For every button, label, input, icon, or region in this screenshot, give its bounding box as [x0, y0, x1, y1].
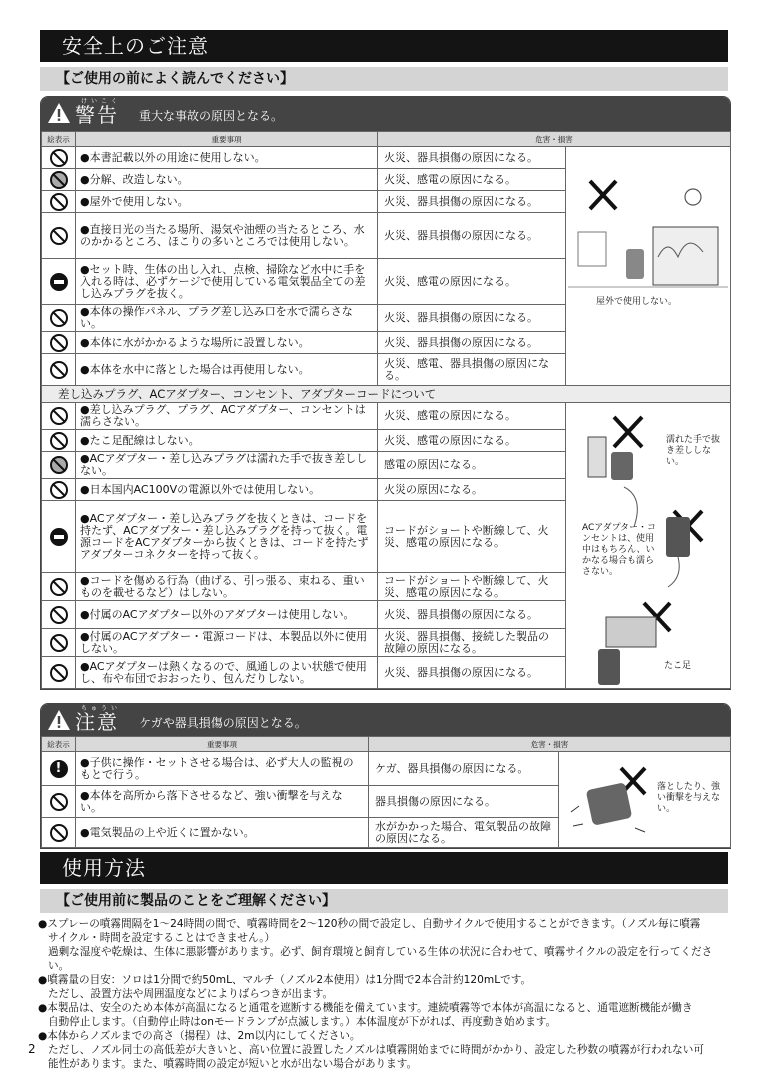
- unplug-icon: [50, 528, 68, 546]
- row-icon: [42, 213, 76, 259]
- row-icon: [42, 657, 76, 689]
- row-item: ●本体を高所から落下させるなど、強い衝撃を与えない。: [76, 786, 369, 818]
- prohibit-icon: [50, 227, 68, 245]
- usage-line: ●スプレーの噴霧間隔を1〜24時間の間で、噴霧時間を2〜120秒の間で設定し、自動サイクルで使用することができます。（ノズル毎に噴霧: [38, 918, 701, 930]
- row-item: ●ACアダプター・差し込みプラグは濡れた手で抜き差ししない。: [76, 452, 378, 479]
- row-icon: [42, 430, 76, 452]
- row-icon: [42, 818, 76, 848]
- row-hazard: 火災、器具損傷の原因になる。: [378, 147, 566, 169]
- ill-caption: 屋外で使用しない。: [596, 297, 678, 307]
- outdoor-use-image: [568, 157, 728, 307]
- usage-line: ただし、ノズル同士の高低差が大きいと、高い位置に設置したノズルは噴霧開始までに時間がかかり、設定した秒数の噴霧が行われない可: [48, 1044, 704, 1056]
- ill-caption: たこ足: [664, 661, 692, 671]
- row-icon: [42, 147, 76, 169]
- warning-ruby: けいこく: [81, 98, 122, 105]
- prohibit-icon: [50, 309, 68, 327]
- usage-line: ●本体からノズルまでの高さ（揚程）は、2m以内にしてください。: [38, 1030, 361, 1042]
- prohibit-icon: [50, 634, 68, 652]
- row-item: ●本体を水中に落とした場合は再使用しない。: [76, 354, 378, 386]
- row-item: ●差し込みプラグ、プラグ、ACアダプター、コンセントは濡らさない。: [76, 403, 378, 430]
- row-icon: [42, 452, 76, 479]
- col-item-header: 重要事項: [76, 737, 369, 752]
- row-item: ●本体に水がかかるような場所に設置しない。: [76, 332, 378, 354]
- row-item: ●直接日光の当たる場所、湯気や油煙の当たるところ、水のかかるところ、ほこりの多いところでは使用しない。: [76, 213, 378, 259]
- usage-text: [38, 917, 732, 1071]
- row-icon: [42, 752, 76, 786]
- row-hazard: ケガ、器具損傷の原因になる。: [369, 752, 559, 786]
- row-hazard: 火災、器具損傷の原因になる。: [378, 305, 566, 332]
- row-hazard: 火災、器具損傷の原因になる。: [378, 332, 566, 354]
- prohibit-icon: [50, 432, 68, 450]
- usage-subtitle: 【ご使用前に製品のことをご理解ください】: [40, 889, 728, 913]
- row-icon: [42, 601, 76, 629]
- row-hazard: 火災、器具損傷の原因になる。: [378, 601, 566, 629]
- row-hazard: 水がかかった場合、電気製品の故障の原因になる。: [369, 818, 559, 848]
- usage-title: 使用方法: [40, 852, 728, 884]
- row-icon: [42, 332, 76, 354]
- row-hazard: コードがショートや断線して、火災、感電の原因になる。: [378, 573, 566, 601]
- unplug-icon: [50, 273, 68, 291]
- col-icon-header: 絵表示: [42, 737, 76, 752]
- row-item: ●屋外で使用しない。: [76, 191, 378, 213]
- ill-caption: 落としたり、強い衝撃を与えない。: [657, 782, 721, 814]
- usage-line: サイクル・時間を設定することはできません。）: [48, 932, 276, 944]
- prohibit-icon: [50, 149, 68, 167]
- row-hazard: 感電の原因になる。: [378, 452, 566, 479]
- row-hazard: 火災、感電の原因になる。: [378, 259, 566, 305]
- usage-line: ●本製品は、安全のため本体が高温になると通電を遮断する機能を備えています。連続噴霧等で本体が高温になると、通電遮断機能が働き: [38, 1002, 693, 1014]
- row-item: ●コードを傷める行為（曲げる、引っ張る、束ねる、重いものを載せるなど）はしない。: [76, 573, 378, 601]
- row-hazard: 火災、感電の原因になる。: [378, 403, 566, 430]
- plug-section-title: 差し込みプラグ、ACアダプター、コンセント、アダプターコードについて: [42, 386, 731, 403]
- safety-subtitle: 【ご使用の前によく読んでください】: [40, 67, 728, 91]
- row-hazard: 火災、器具損傷の原因になる。: [378, 191, 566, 213]
- row-hazard: 器具損傷の原因になる。: [369, 786, 559, 818]
- row-icon: [42, 169, 76, 191]
- outdoor-illustration: [566, 147, 731, 386]
- col-hazard-header: 危害・損害: [369, 737, 731, 752]
- row-icon: [42, 403, 76, 430]
- row-hazard: 火災、器具損傷の原因になる。: [378, 657, 566, 689]
- usage-line: ただし、設置方法や周囲温度などによりばらつきが出ます。: [48, 988, 334, 1000]
- row-item: ●付属のACアダプター・電源コードは、本製品以外に使用しない。: [76, 629, 378, 657]
- row-icon: [42, 786, 76, 818]
- row-item: ●分解、改造しない。: [76, 169, 378, 191]
- row-hazard: 火災、器具損傷の原因になる。: [378, 213, 566, 259]
- caution-panel: [40, 703, 731, 849]
- plug-illustration: [566, 403, 731, 689]
- row-icon: [42, 479, 76, 501]
- row-item: ●日本国内AC100Vの電源以外では使用しない。: [76, 479, 378, 501]
- row-icon: [42, 354, 76, 386]
- table-row: [42, 403, 731, 430]
- row-hazard: 火災、感電の原因になる。: [378, 169, 566, 191]
- col-icon-header: 絵表示: [42, 132, 76, 147]
- prohibit-icon: [50, 824, 68, 842]
- warning-table: [41, 131, 731, 689]
- caution-ruby: ちゅうい: [81, 705, 122, 712]
- prohibit-icon: [50, 606, 68, 624]
- safety-title: 安全上のご注意: [40, 30, 728, 62]
- caution-desc: ケガや器具損傷の原因となる。: [139, 716, 307, 730]
- warning-title: 警告: [75, 103, 119, 127]
- row-hazard: 火災の原因になる。: [378, 479, 566, 501]
- usage-line: ●噴霧量の目安：ソロは1分間で約50mL、マルチ（ノズル2本使用）は1分間で2本合計約120mLです。: [38, 974, 532, 986]
- usage-line: 自動停止します。（自動停止時はonモードランプが点滅します。）本体温度が下がれば、再度動き始めます。: [48, 1016, 557, 1028]
- row-icon: [42, 305, 76, 332]
- prohibit-touch-icon: [50, 456, 68, 474]
- usage-line: 能性があります。また、噴霧時間の設定が短いと水が出ない場合があります。: [48, 1058, 418, 1070]
- prohibit-icon: [50, 407, 68, 425]
- row-item: ●電気製品の上や近くに置かない。: [76, 818, 369, 848]
- row-item: ●本体の操作パネル、プラグ差し込み口を水で濡らさない。: [76, 305, 378, 332]
- row-item: ●たこ足配線はしない。: [76, 430, 378, 452]
- table-row: [42, 147, 731, 169]
- row-icon: [42, 191, 76, 213]
- row-icon: [42, 573, 76, 601]
- prohibit-icon: [50, 193, 68, 211]
- ill-caption: ACアダプター・コンセントは、使用中はもちろん、いかなる場合も濡らさない。: [582, 523, 657, 577]
- caution-title: 注意: [75, 710, 119, 734]
- row-item: ●ACアダプター・差し込みプラグを抜くときは、コードを持たず、ACアダプター・差し込みプラグを持って抜く。電源コードをACアダプターから抜くときは、コードを持たずアダプターコネクターを持って抜く。: [76, 501, 378, 573]
- col-hazard-header: 危害・損害: [378, 132, 731, 147]
- warning-header: [41, 97, 730, 131]
- row-item: ●付属のACアダプター以外のアダプターは使用しない。: [76, 601, 378, 629]
- prohibit-icon: [50, 578, 68, 596]
- row-item: ●セット時、生体の出し入れ、点検、掃除など水中に手を入れる時は、必ずケージで使用している電気製品全ての差し込みプラグを抜く。: [76, 259, 378, 305]
- prohibit-icon: [50, 334, 68, 352]
- mandatory-icon: !: [50, 760, 68, 778]
- warning-triangle-icon: [47, 102, 71, 124]
- row-hazard: 火災、感電、器具損傷の原因になる。: [378, 354, 566, 386]
- row-item: ●本書記載以外の用途に使用しない。: [76, 147, 378, 169]
- col-item-header: 重要事項: [76, 132, 378, 147]
- prohibit-icon: [50, 481, 68, 499]
- row-icon: [42, 259, 76, 305]
- row-item: ●ACアダプターは熱くなるので、風通しのよい状態で使用し、布や布団でおおったり、包んだりしない。: [76, 657, 378, 689]
- row-hazard: 火災、器具損傷、接続した製品の故障の原因になる。: [378, 629, 566, 657]
- caution-table: [41, 736, 731, 848]
- ill-caption: 濡れた手で抜き差ししない。: [666, 435, 721, 467]
- prohibit-touch-icon: [50, 171, 68, 189]
- row-icon: [42, 629, 76, 657]
- drop-illustration: [559, 752, 731, 848]
- row-item: ●子供に操作・セットさせる場合は、必ず大人の監視のもとで行う。: [76, 752, 369, 786]
- prohibit-icon: [50, 361, 68, 379]
- caution-triangle-icon: [47, 709, 71, 731]
- table-row: [42, 752, 731, 786]
- row-hazard: コードがショートや断線して、火災、感電の原因になる。: [378, 501, 566, 573]
- usage-line: 過剰な湿度や乾燥は、生体に悪影響があります。必ず、飼育環境と飼育している生体の状況に合わせて、噴霧サイクルの設定を行ってください。: [48, 946, 713, 972]
- prohibit-icon: [50, 793, 68, 811]
- row-hazard: 火災、感電の原因になる。: [378, 430, 566, 452]
- caution-header: [41, 704, 730, 736]
- prohibit-icon: [50, 664, 68, 682]
- page-number: 2: [28, 1042, 36, 1056]
- warning-panel: [40, 96, 731, 690]
- row-icon: [42, 501, 76, 573]
- warning-desc: 重大な事故の原因となる。: [139, 109, 284, 123]
